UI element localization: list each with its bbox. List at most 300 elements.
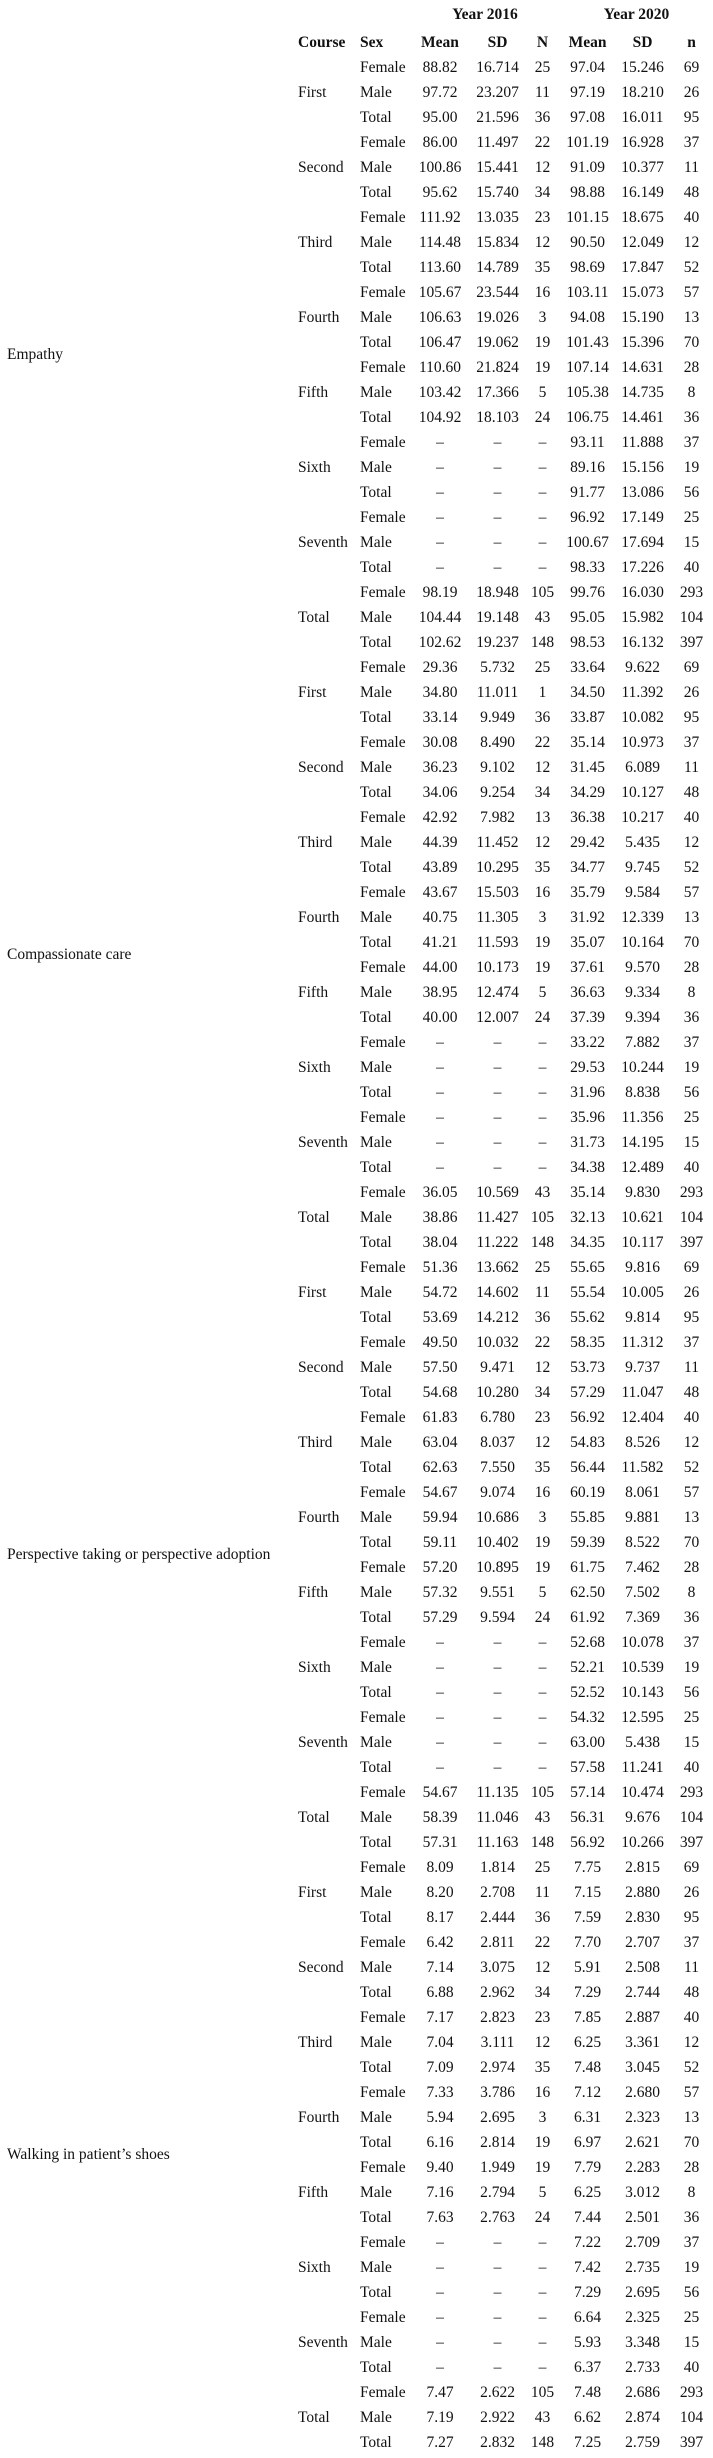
sd-2016-cell: 21.596 <box>476 108 519 126</box>
sex-cell: Female <box>360 1408 406 1426</box>
n-2020-cell: 25 <box>683 1708 700 1726</box>
mean-2020-cell: 31.96 <box>570 1083 605 1101</box>
sex-cell: Female <box>360 1633 406 1651</box>
sd-2016-cell: 16.714 <box>476 58 519 76</box>
course-label: Third <box>298 833 333 851</box>
sex-cell: Male <box>360 1658 392 1676</box>
sd-2020-cell: 2.695 <box>625 2283 660 2301</box>
course-label: Third <box>298 2033 333 2051</box>
sd-2020-cell: 10.266 <box>621 1833 664 1851</box>
sex-cell: Total <box>360 1008 392 1026</box>
sex-cell: Total <box>360 1308 392 1326</box>
mean-2016-cell: 40.75 <box>422 908 458 926</box>
sex-cell: Female <box>360 133 406 151</box>
sex-cell: Total <box>360 408 392 426</box>
sd-2020-cell: 16.149 <box>621 183 664 201</box>
mean-2020-cell: 7.44 <box>573 2208 602 2226</box>
mean-2016-cell: 40.00 <box>422 1008 458 1026</box>
sd-2016-cell: – <box>493 2258 502 2276</box>
n-2020-cell: 26 <box>683 1883 700 1901</box>
course-label: Total <box>298 1208 330 1226</box>
mean-2020-cell: 31.45 <box>570 758 605 776</box>
sex-cell: Total <box>360 2208 392 2226</box>
course-label: Seventh <box>298 2333 348 2351</box>
sd-2020-cell: 2.887 <box>625 2008 660 2026</box>
n-2016-cell: 16 <box>534 283 551 301</box>
sex-cell: Male <box>360 2108 392 2126</box>
sd-2016-cell: 23.544 <box>476 283 519 301</box>
sex-cell: Male <box>360 683 392 701</box>
sd-2020-cell: 18.675 <box>621 208 664 226</box>
sd-2020-cell: 10.005 <box>621 1283 664 1301</box>
mean-2020-cell: 32.13 <box>570 1208 605 1226</box>
n-2016-cell: 12 <box>534 1358 551 1376</box>
mean-2016-cell: 102.62 <box>418 633 462 651</box>
mean-2016-cell: – <box>436 1033 444 1051</box>
mean-2020-cell: 29.42 <box>570 833 605 851</box>
n-2016-cell: – <box>538 2358 547 2376</box>
sd-2016-cell: 8.490 <box>480 733 515 751</box>
sd-2016-cell: – <box>493 1708 502 1726</box>
sd-2020-cell: 7.462 <box>625 1558 660 1576</box>
n-2020-cell: 28 <box>683 1558 700 1576</box>
mean-2020-cell: 5.93 <box>573 2333 602 2351</box>
sex-cell: Male <box>360 2183 392 2201</box>
mean-2016-cell: 44.39 <box>422 833 458 851</box>
n-2016-cell: 19 <box>534 958 551 976</box>
n-2016-cell: 13 <box>534 808 551 826</box>
mean-2020-cell: 56.31 <box>570 1808 605 1826</box>
sd-2016-cell: 10.032 <box>476 1333 519 1351</box>
n-2016-cell: 22 <box>534 1333 551 1351</box>
mean-2020-cell: 101.43 <box>566 333 609 351</box>
sd-2016-cell: – <box>493 1158 502 1176</box>
n-2020-cell: 95 <box>683 108 700 126</box>
sd-2020-cell: 9.816 <box>625 1258 660 1276</box>
n-2020-cell: 95 <box>683 708 700 726</box>
course-label: Fourth <box>298 908 340 926</box>
mean-2016-cell: 61.83 <box>422 1408 458 1426</box>
n-2020-cell: 69 <box>683 1258 700 1276</box>
n-2016-cell: 43 <box>534 2408 551 2426</box>
mean-2020-cell: 54.32 <box>570 1708 605 1726</box>
year-header-row <box>0 0 713 30</box>
course-label: Fifth <box>298 2183 329 2201</box>
mean-2016-cell: 57.29 <box>422 1608 458 1626</box>
mean-2020-cell: 7.85 <box>573 2008 602 2026</box>
n-2020-cell: 19 <box>683 458 700 476</box>
mean-2020-cell: 100.67 <box>566 533 609 551</box>
course-label: Second <box>298 1358 344 1376</box>
n-2016-cell: 16 <box>534 1483 551 1501</box>
n-2020-cell: 40 <box>683 2358 700 2376</box>
n-2016-cell: 3 <box>538 908 547 926</box>
sex-cell: Total <box>360 558 392 576</box>
sd-2016-cell: 11.046 <box>476 1808 519 1826</box>
mean-2016-cell: – <box>436 1708 444 1726</box>
sex-cell: Male <box>360 533 392 551</box>
sex-cell: Total <box>360 633 392 651</box>
sd-2020-cell: 2.830 <box>625 1908 660 1926</box>
sex-cell: Female <box>360 658 406 676</box>
sd-2016-cell: 7.550 <box>480 1458 515 1476</box>
mean-2020-cell: 55.54 <box>570 1283 605 1301</box>
sd-2016-cell: 14.212 <box>476 1308 519 1326</box>
sex-cell: Female <box>360 208 406 226</box>
sd-2020-cell: 16.030 <box>621 583 664 601</box>
mean-2020-cell: 91.09 <box>570 158 605 176</box>
sex-cell: Total <box>360 2433 392 2451</box>
sd-2020-cell: 17.694 <box>621 533 664 551</box>
n-2016-cell: – <box>538 2233 547 2251</box>
sd-2016-cell: – <box>493 1133 502 1151</box>
sd-2016-cell: 14.602 <box>476 1283 519 1301</box>
mean-2016-cell: – <box>436 508 444 526</box>
n-2020-cell: 37 <box>683 433 700 451</box>
sex-cell: Male <box>360 2033 392 2051</box>
sd-2016-cell: 2.444 <box>480 1908 515 1926</box>
sex-cell: Total <box>360 483 392 501</box>
sd-2020-cell: 2.735 <box>625 2258 660 2276</box>
n-2016-cell: – <box>538 1158 547 1176</box>
mean-2016-cell: 95.62 <box>422 183 458 201</box>
course-label: Third <box>298 1433 333 1451</box>
n-2020-cell: 36 <box>683 1008 700 1026</box>
n-2020-cell: 40 <box>683 1758 700 1776</box>
mean-2020-cell: 35.96 <box>570 1108 605 1126</box>
mean-2016-cell: – <box>436 1633 444 1651</box>
sd-2020-cell: 2.508 <box>625 1958 660 1976</box>
mean-2016-cell: 57.31 <box>422 1833 458 1851</box>
course-label: Fifth <box>298 383 329 401</box>
n-2016-cell: 12 <box>534 758 551 776</box>
sd-2020-cell: 16.011 <box>621 108 664 126</box>
n-2016-cell: 3 <box>538 308 547 326</box>
sd-2020-cell: 11.582 <box>621 1458 664 1476</box>
mean-2016-cell: 114.48 <box>418 233 462 251</box>
n-2016-cell: – <box>538 1108 547 1126</box>
sd-2020-cell: 10.127 <box>621 783 664 801</box>
n-2020-cell: 48 <box>683 1383 700 1401</box>
mean-2020-cell: 98.88 <box>570 183 605 201</box>
sex-cell: Female <box>360 433 406 451</box>
sd-2020-cell: 7.882 <box>625 1033 660 1051</box>
n-2020-cell: 293 <box>679 583 704 601</box>
sex-cell: Male <box>360 2408 392 2426</box>
sex-cell: Male <box>360 908 392 926</box>
table-body <box>0 55 713 2455</box>
mean-2020-cell: 89.16 <box>570 458 605 476</box>
sex-cell: Total <box>360 2058 392 2076</box>
n-2020-cell: 56 <box>683 483 700 501</box>
sex-cell: Total <box>360 2283 392 2301</box>
mean-2020-cell: 35.07 <box>570 933 605 951</box>
n-2020-cell: 12 <box>683 1433 700 1451</box>
mean-2020-cell: 93.11 <box>570 433 605 451</box>
sd-2020-cell: 8.526 <box>625 1433 660 1451</box>
n-2016-cell: – <box>538 1033 547 1051</box>
sd-2016-cell: 11.497 <box>476 133 519 151</box>
mean-2016-cell: 7.27 <box>426 2433 454 2451</box>
n-2020-cell: 19 <box>683 2258 700 2276</box>
n-2016-cell: – <box>538 1083 547 1101</box>
sex-cell: Total <box>360 1908 392 1926</box>
n-2016-cell: – <box>538 1633 547 1651</box>
sd-2016-cell: 19.026 <box>476 308 519 326</box>
sd-2020-cell: 11.356 <box>621 1108 664 1126</box>
n-2020-cell: 37 <box>683 1633 700 1651</box>
n-2020-cell: 40 <box>683 1408 700 1426</box>
n-2016-cell: 148 <box>530 2433 555 2451</box>
year-2020-header: Year 2020 <box>603 6 670 23</box>
n-2020-cell: 56 <box>683 1683 700 1701</box>
measure-label: Perspective taking or perspective adoption <box>7 1546 271 1563</box>
n-2020-cell: 57 <box>683 1483 700 1501</box>
sd-2020-cell: 9.570 <box>625 958 660 976</box>
sd-2016-cell: 15.503 <box>476 883 519 901</box>
sex-cell: Female <box>360 2383 406 2401</box>
mean-2016-cell: 6.88 <box>426 1983 454 2001</box>
n-2020-cell: 40 <box>683 558 700 576</box>
mean-2020-cell: 34.50 <box>570 683 605 701</box>
n-2020-cell: 293 <box>679 1183 704 1201</box>
sex-cell: Total <box>360 1983 392 2001</box>
mean-2020-cell: 37.61 <box>570 958 605 976</box>
mean-2020-cell: 55.62 <box>570 1308 605 1326</box>
n-2016-cell: 34 <box>534 1983 551 2001</box>
n-2016-cell: 148 <box>530 1233 555 1251</box>
sd-2016-cell: 3.786 <box>480 2083 515 2101</box>
table-row <box>0 1255 713 1280</box>
mean-2020-cell: 105.38 <box>566 383 609 401</box>
n-2016-cell: 25 <box>534 1858 551 1876</box>
mean-2016-cell: 53.69 <box>422 1308 458 1326</box>
n-2020-cell: 104 <box>679 1808 704 1826</box>
n-2016-cell: 105 <box>530 1208 555 1226</box>
n-2016-cell: 11 <box>535 83 550 101</box>
sd-2016-cell: 11.163 <box>476 1833 519 1851</box>
n-2020-cell: 69 <box>683 658 700 676</box>
n-2020-cell: 28 <box>683 958 700 976</box>
sd-2016-cell: – <box>493 458 502 476</box>
n-2016-cell: – <box>538 2308 547 2326</box>
mean-2020-cell: 5.91 <box>573 1958 602 1976</box>
n-2020-cell: 70 <box>683 933 700 951</box>
n-2020-cell: 69 <box>683 1858 700 1876</box>
mean-2016-cell: – <box>436 2333 444 2351</box>
course-label: Total <box>298 608 330 626</box>
mean-2016-cell: 59.94 <box>422 1508 458 1526</box>
mean-2020-cell: 34.29 <box>570 783 605 801</box>
sd-2016-cell: 18.948 <box>476 583 519 601</box>
mean-2016-cell: – <box>436 1733 444 1751</box>
sex-cell: Female <box>360 1933 406 1951</box>
n-2016-cell: 19 <box>534 2158 551 2176</box>
mean-2016-cell: 54.68 <box>422 1383 458 1401</box>
course-label: Third <box>298 233 333 251</box>
course-label: Seventh <box>298 1733 348 1751</box>
mean-2020-cell: 97.19 <box>570 83 605 101</box>
mean-2016-cell: 8.09 <box>426 1858 454 1876</box>
sex-cell: Male <box>360 1808 392 1826</box>
n-2020-cell: 36 <box>683 408 700 426</box>
sd-2016-cell: 2.695 <box>480 2108 515 2126</box>
mean-2016-cell: – <box>436 2358 444 2376</box>
mean-2020-cell: 35.14 <box>570 1183 605 1201</box>
sd-2016-cell: 10.280 <box>476 1383 519 1401</box>
mean-2020-cell: 97.08 <box>570 108 605 126</box>
mean-2016-cell: 54.67 <box>422 1783 458 1801</box>
n-2020-cell: 70 <box>683 2133 700 2151</box>
sd-2020-cell: 11.241 <box>621 1758 664 1776</box>
n-2020-cell: 52 <box>683 258 700 276</box>
mean-2016-cell: 98.19 <box>422 583 458 601</box>
n-2016-cell: 16 <box>534 883 551 901</box>
column-header-row <box>0 30 713 55</box>
sd-2016-cell: 2.622 <box>480 2383 515 2401</box>
sd-2020-cell: 2.733 <box>625 2358 660 2376</box>
n-2016-cell: – <box>538 1708 547 1726</box>
sd-2020-cell: 2.709 <box>625 2233 660 2251</box>
mean-2016-cell: 97.72 <box>422 83 458 101</box>
n-2016-cell: 5 <box>538 983 547 1001</box>
sd-2016-cell: – <box>493 2308 502 2326</box>
sd-2020-cell: 7.502 <box>625 1583 660 1601</box>
sd-2020-cell: 2.323 <box>625 2108 660 2126</box>
sex-cell: Female <box>360 283 406 301</box>
n-2016-cell: 148 <box>530 633 555 651</box>
mean-2020-cell: 96.92 <box>570 508 605 526</box>
mean-2016-cell: – <box>436 1683 444 1701</box>
sd-2016-cell: – <box>493 1108 502 1126</box>
n-2020-cell: 19 <box>683 1058 700 1076</box>
mean-2016-cell: – <box>436 1658 444 1676</box>
sd-2020-cell: 17.226 <box>621 558 664 576</box>
sex-cell: Total <box>360 1158 392 1176</box>
n-2016-cell: 12 <box>534 233 551 251</box>
sd-2016-cell: 9.551 <box>480 1583 515 1601</box>
n-2020-cell: 25 <box>683 508 700 526</box>
sd-2016-cell: 2.794 <box>480 2183 515 2201</box>
mean-2016-cell: 38.04 <box>422 1233 458 1251</box>
sex-cell: Male <box>360 608 392 626</box>
mean-2016-cell: – <box>436 2308 444 2326</box>
n-2020-cell: 11 <box>684 1358 699 1376</box>
sd-2020-cell: 9.584 <box>625 883 660 901</box>
sd-2016-cell: 1.949 <box>480 2158 515 2176</box>
mean-2020-cell: 36.63 <box>570 983 605 1001</box>
table-row <box>0 1855 713 1880</box>
mean-2020-cell: 55.65 <box>570 1258 605 1276</box>
sd-2020-cell: 3.012 <box>625 2183 660 2201</box>
mean-2020-cell: 58.35 <box>570 1333 605 1351</box>
n-2016-cell: 43 <box>534 1183 551 1201</box>
mean-2016-cell: 43.67 <box>422 883 458 901</box>
sd-2016-cell: – <box>493 508 502 526</box>
sd-2020-cell: 5.435 <box>625 833 660 851</box>
sd-2016-cell: 17.366 <box>476 383 519 401</box>
n-2016-cell: 23 <box>534 2008 551 2026</box>
mean-2020-cell: 31.73 <box>570 1133 605 1151</box>
sd-2020-cell: 9.676 <box>625 1808 660 1826</box>
sd-2016-cell: – <box>493 1633 502 1651</box>
n-2020-cell: 95 <box>683 1908 700 1926</box>
sd-2020-cell: 10.117 <box>621 1233 664 1251</box>
n-2016-cell: 12 <box>534 1958 551 1976</box>
n-2020-cell: 11 <box>684 1958 699 1976</box>
n-2020-cell: 48 <box>683 1983 700 2001</box>
n-2020-cell: 52 <box>683 2058 700 2076</box>
n-2020-cell: 15 <box>683 1133 700 1151</box>
sd-2016-cell: 18.103 <box>476 408 519 426</box>
sd-2016-cell: 13.035 <box>476 208 519 226</box>
n-2016-cell: 11 <box>535 1883 550 1901</box>
mean-2020-cell: 90.50 <box>570 233 605 251</box>
sd-2016-cell: 21.824 <box>476 358 519 376</box>
n-2016-cell: 105 <box>530 2383 555 2401</box>
sd-2020-cell: 2.621 <box>625 2133 660 2151</box>
mean-2020-cell: 101.19 <box>566 133 609 151</box>
sd-2020-cell: 10.082 <box>621 708 664 726</box>
sd-2016-cell: 2.832 <box>480 2433 515 2451</box>
sd-2020-cell: 17.149 <box>621 508 664 526</box>
n-2016-cell: 12 <box>534 158 551 176</box>
table-row <box>0 55 713 80</box>
mean-2020-cell: 7.25 <box>573 2433 602 2451</box>
n-2020-cell: 8 <box>687 383 696 401</box>
sex-cell: Total <box>360 333 392 351</box>
mean-2016-cell: – <box>436 2258 444 2276</box>
sd-2020-cell: 12.404 <box>621 1408 664 1426</box>
sd-2020-cell: 14.461 <box>621 408 664 426</box>
mean-2016-cell: 6.42 <box>426 1933 454 1951</box>
sd-2016-cell: 19.148 <box>476 608 519 626</box>
sd-2020-cell: 10.973 <box>621 733 664 751</box>
sd-2020-cell: 10.474 <box>621 1783 664 1801</box>
mean-2016-cell: 7.16 <box>426 2183 454 2201</box>
measure-label: Walking in patient’s shoes <box>7 2146 170 2163</box>
n-2020-cell: 15 <box>683 2333 700 2351</box>
n-2020-cell: 8 <box>687 2183 696 2201</box>
sd-2020-cell: 10.377 <box>621 158 664 176</box>
sd-2020-cell: 2.501 <box>625 2208 660 2226</box>
n-2020-cell: 56 <box>683 2283 700 2301</box>
n-2020-cell: 12 <box>683 833 700 851</box>
sd-2020-cell: 14.735 <box>621 383 664 401</box>
sd-2020-cell: 3.361 <box>625 2033 660 2051</box>
sex-cell: Total <box>360 2133 392 2151</box>
mean-2020-cell: 99.76 <box>570 583 605 601</box>
mean-2020-cell: 6.25 <box>573 2183 602 2201</box>
sex-cell: Total <box>360 1233 392 1251</box>
sd-2020-cell: 8.522 <box>625 1533 660 1551</box>
n-2020-cell: 8 <box>687 983 696 1001</box>
mean-2016-cell: 7.33 <box>426 2083 454 2101</box>
course-label: Total <box>298 1808 330 1826</box>
mean-2016-cell: 104.92 <box>418 408 462 426</box>
sex-cell: Male <box>360 1508 392 1526</box>
table-row <box>0 655 713 680</box>
mean-2020-cell: 6.25 <box>573 2033 602 2051</box>
mean-2016-cell: – <box>436 483 444 501</box>
sex-cell: Total <box>360 258 392 276</box>
sd-2020-cell: 10.244 <box>621 1058 664 1076</box>
sd-2016-cell: 2.823 <box>480 2008 515 2026</box>
sex-cell: Male <box>360 1208 392 1226</box>
n-2020-cell: 40 <box>683 1158 700 1176</box>
sex-cell: Female <box>360 1333 406 1351</box>
sd-2016-cell: 11.593 <box>476 933 519 951</box>
